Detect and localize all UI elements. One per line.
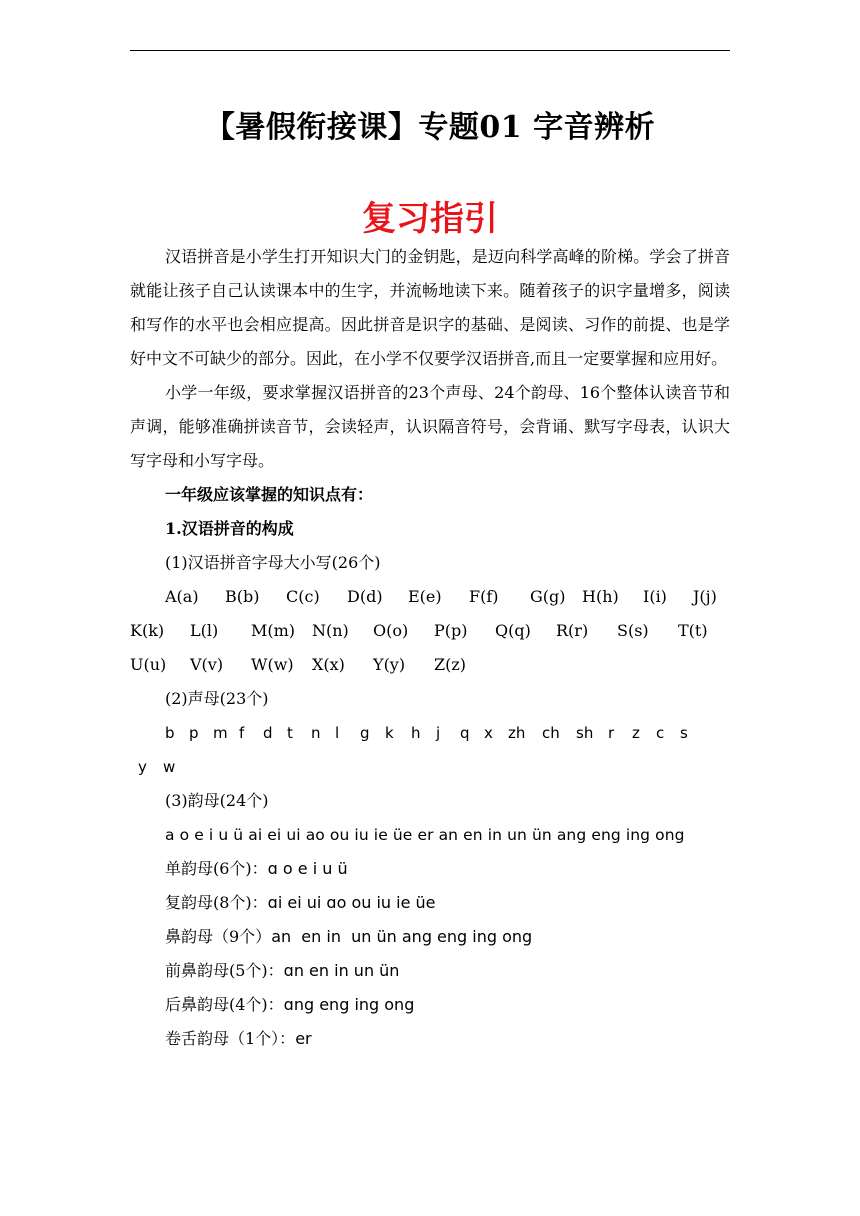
letter-pair: W(w): [251, 655, 294, 674]
requirements-paragraph: 小学一年级，要求掌握汉语拼音的23个声母、24个韵母、16个整体认读音节和声调，能够准确拼读音节，会读轻声，认识隔音符号，会背诵、默写字母表，认识大写字母和小写字母。: [130, 383, 730, 470]
finals-group-label: 卷舌韵母（1个）：: [165, 1029, 296, 1048]
initial-letter: d: [263, 724, 273, 742]
initial-letter: l: [335, 724, 340, 742]
letter-pair: X(x): [312, 655, 345, 674]
letter-pair: S(s): [617, 621, 649, 640]
finals-group-retroflex: [130, 1022, 730, 1056]
letter-pair: I(i): [643, 587, 667, 606]
initial-letter: f: [239, 724, 245, 742]
finals-group-single: [130, 852, 730, 886]
finals-group-label: 前鼻韵母(5个)：: [165, 961, 284, 980]
initial-letter: j: [436, 724, 441, 742]
finals-group-back-nasal: [130, 988, 730, 1022]
letter-pair: H(h): [582, 587, 619, 606]
letter-pair: Q(q): [495, 621, 531, 640]
letter-pair: V(v): [190, 655, 224, 674]
letter-pair: L(l): [190, 621, 219, 640]
letter-pair: J(j): [693, 587, 717, 606]
initial-letter: n: [311, 724, 321, 742]
initial-letter: y: [138, 758, 147, 776]
finals-group-compound: [130, 886, 730, 920]
initial-letter: m: [213, 724, 228, 742]
initial-letter: k: [385, 724, 394, 742]
letter-pair: E(e): [408, 587, 442, 606]
letter-pair: U(u): [130, 655, 167, 674]
alphabet-heading: (1)汉语拼音字母大小写(26个): [165, 553, 381, 572]
finals-group-items: ɑng eng ing ong: [283, 995, 415, 1014]
initials-row-2: [130, 750, 730, 784]
letter-pair: K(k): [130, 621, 165, 640]
initial-letter: ch: [542, 724, 560, 742]
finals-group-items: an en in un ün ang eng ing ong: [271, 927, 533, 946]
initial-letter: w: [163, 758, 176, 776]
alphabet-row-2: [130, 614, 730, 648]
letter-pair: A(a): [165, 587, 199, 606]
finals-group-label: 后鼻韵母(4个)：: [165, 995, 284, 1014]
alphabet-row-3: [130, 648, 730, 682]
finals-group-items: ɑ o e i u ü: [267, 859, 348, 878]
finals-group-label: 单韵母(6个)：: [165, 859, 268, 878]
initial-letter: sh: [576, 724, 594, 742]
finals-group-front-nasal: [130, 954, 730, 988]
finals-group-items: ɑi ei ui ɑo ou iu ie üe: [267, 893, 436, 912]
letter-pair: Y(y): [373, 655, 406, 674]
finals-group-items: ɑn en in un ün: [283, 961, 400, 980]
letter-pair: F(f): [469, 587, 499, 606]
letter-pair: M(m): [251, 621, 296, 640]
initial-letter: b: [165, 724, 175, 742]
initial-letter: q: [460, 724, 470, 742]
alphabet-row-1: [130, 580, 730, 614]
letter-pair: C(c): [286, 587, 320, 606]
initial-letter: x: [484, 724, 493, 742]
initial-letter: z: [632, 724, 640, 742]
initial-letter: p: [189, 724, 199, 742]
finals-group-nasal: [130, 920, 730, 954]
letter-pair: N(n): [312, 621, 349, 640]
initial-letter: h: [411, 724, 421, 742]
section-title: 复习指引: [362, 199, 498, 239]
initial-letter: r: [608, 724, 615, 742]
letter-pair: Z(z): [434, 655, 467, 674]
initial-letter: t: [287, 724, 293, 742]
finals-group-label: 复韵母(8个)：: [165, 893, 268, 912]
letter-pair: D(d): [347, 587, 383, 606]
initials-heading: (2)声母(23个): [165, 689, 269, 708]
initial-letter: s: [680, 724, 688, 742]
knowledge-heading: 一年级应该掌握的知识点有：: [165, 485, 374, 504]
finals-group-label: 鼻韵母（9个）: [165, 927, 272, 946]
initials-row-1: [130, 716, 730, 750]
initial-letter: zh: [508, 724, 526, 742]
letter-pair: B(b): [225, 587, 260, 606]
finals-group-items: er: [295, 1029, 312, 1048]
letter-pair: T(t): [678, 621, 708, 640]
letter-pair: G(g): [530, 587, 566, 606]
initial-letter: g: [360, 724, 370, 742]
header-rule: [130, 50, 730, 51]
document-title: 【暑假衔接课】专题01 字音辨析: [204, 110, 656, 145]
letter-pair: P(p): [434, 621, 468, 640]
initial-letter: c: [656, 724, 665, 742]
document-body: [130, 240, 730, 1056]
finals-heading: (3)韵母(24个): [165, 791, 269, 810]
intro-paragraph: 汉语拼音是小学生打开知识大门的金钥匙，是迈向科学高峰的阶梯。学会了拼音就能让孩子自己认读课本中的生字，并流畅地读下来。随着孩子的识字量增多，阅读和写作的水平也会相应提高。因此拼音是识字的基础、是阅读、习作的前提、也是学好中文不可缺少的部分。因此，在小学不仅要学汉语拼音,而且一定要掌握和应用好。: [130, 247, 730, 368]
letter-pair: O(o): [373, 621, 409, 640]
finals-list: a o e i u ü ai ei ui ao ou iu ie üe er an en in un ün ang eng ing ong: [165, 826, 685, 844]
letter-pair: R(r): [556, 621, 589, 640]
pinyin-structure-heading: 1.汉语拼音的构成: [165, 519, 294, 538]
